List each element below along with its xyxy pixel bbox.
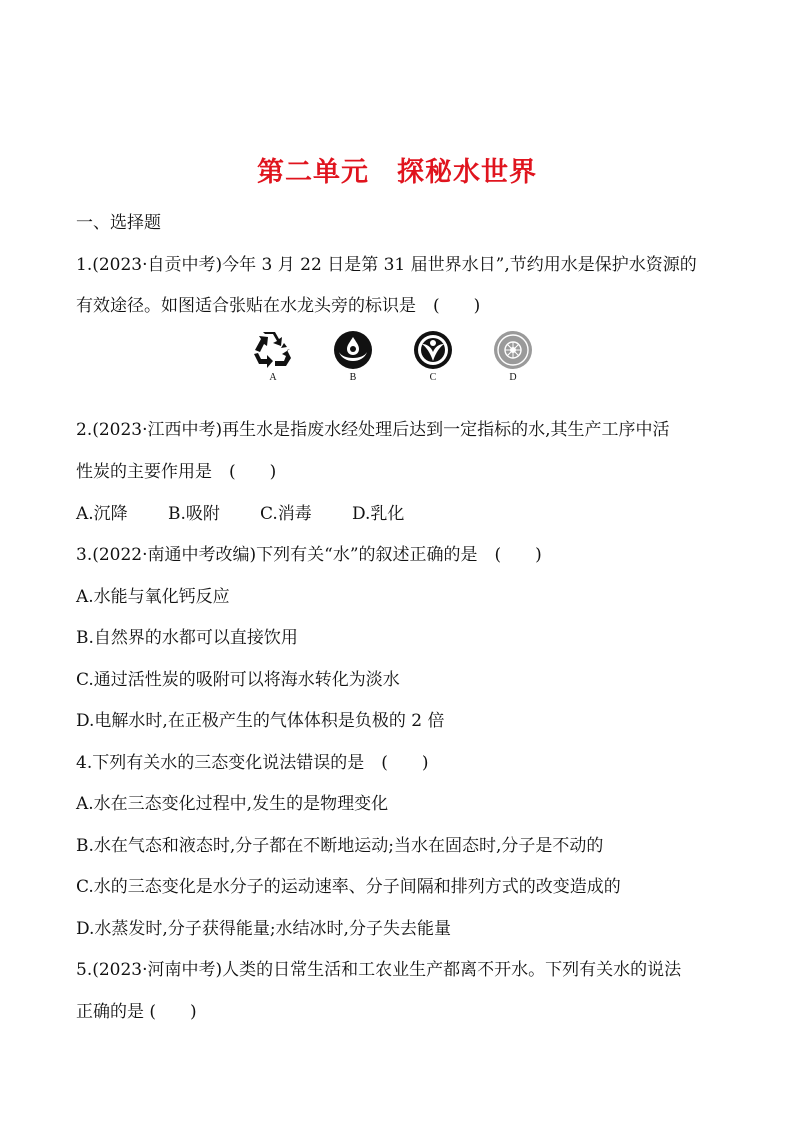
- question-5-line-1: 5.(2023·河南中考)人类的日常生活和工农业生产都离不开水。下列有关水的说法: [76, 960, 682, 980]
- question-4-option-c: C.水的三态变化是水分子的运动速率、分子间隔和排列方式的改变造成的: [76, 877, 621, 897]
- option-c-figure: [406, 330, 460, 384]
- energy-label-icon: [491, 330, 535, 370]
- question-3-option-c: C.通过活性炭的吸附可以将海水转化为淡水: [76, 670, 400, 690]
- question-2-options: [76, 502, 404, 526]
- question-3-option-b: B.自然界的水都可以直接饮用: [76, 628, 298, 648]
- question-4-option-d: D.水蒸发时,分子获得能量;水结冰时,分子失去能量: [76, 919, 451, 939]
- option-d-figure: [486, 330, 540, 384]
- question-4-line-1: 4.下列有关水的三态变化说法错误的是 ( ): [76, 753, 429, 773]
- question-3-option-a: A.水能与氧化钙反应: [76, 587, 230, 607]
- water-drop-icon: [331, 330, 375, 370]
- question-2-line-2: 性炭的主要作用是 ( ): [76, 462, 277, 482]
- page-title: 第二单元 探秘水世界: [257, 157, 537, 188]
- question-3-option-d: D.电解水时,在正极产生的气体体积是负极的 2 倍: [76, 711, 445, 731]
- question-3-line-1: 3.(2022·南通中考改编)下列有关“水”的叙述正确的是 ( ): [76, 545, 542, 565]
- option-a: A.沉降: [76, 504, 128, 524]
- option-a-figure: [246, 330, 300, 384]
- recycle-icon: [251, 330, 295, 370]
- option-b: B.吸附: [168, 504, 220, 524]
- option-label: A: [269, 372, 277, 383]
- option-label: C: [429, 372, 437, 383]
- question-4-option-b: B.水在气态和液态时,分子都在不断地运动;当水在固态时,分子是不动的: [76, 836, 604, 856]
- question-2-line-1: 2.(2023·江西中考)再生水是指废水经处理后达到一定指标的水,其生产工序中活: [76, 420, 670, 440]
- option-b-figure: [326, 330, 380, 384]
- question-1-line-2: 有效途径。如图适合张贴在水龙头旁的标识是 ( ): [76, 296, 481, 316]
- option-label: B: [349, 372, 357, 383]
- option-d: D.乳化: [352, 504, 405, 524]
- option-label: D: [509, 372, 517, 383]
- question-4-option-a: A.水在三态变化过程中,发生的是物理变化: [76, 794, 389, 814]
- section-heading: 一、选择题: [76, 213, 161, 233]
- question-5-line-2: 正确的是 ( ): [76, 1002, 197, 1022]
- option-c: C.消毒: [260, 504, 312, 524]
- question-1-figure: [246, 330, 546, 382]
- question-1-line-1: 1.(2023·自贡中考)今年 3 月 22 日是第 31 届世界水日”,节约用水是保护水资源的: [76, 255, 697, 275]
- green-food-icon: [411, 330, 455, 370]
